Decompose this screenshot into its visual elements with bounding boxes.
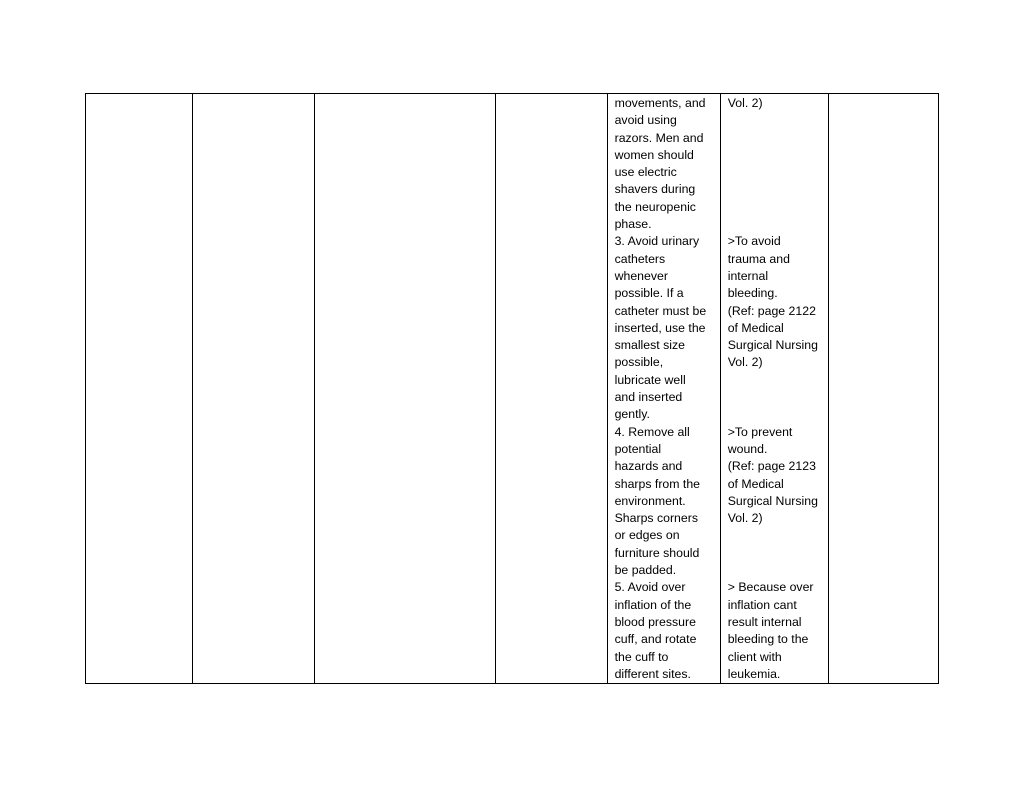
rationale-line bbox=[721, 164, 828, 181]
rationale-line: Vol. 2) bbox=[727, 511, 763, 526]
interventions-list bbox=[608, 94, 720, 683]
rationale-line bbox=[721, 130, 828, 147]
table-row bbox=[86, 94, 939, 684]
rationale-list bbox=[721, 94, 828, 683]
intervention-line: furniture should bbox=[614, 545, 700, 560]
rationale-line: result internal bbox=[727, 614, 802, 629]
rationale-line: Surgical Nursing bbox=[727, 493, 818, 508]
rationale-line: of Medical bbox=[727, 476, 784, 491]
intervention-line: women should bbox=[614, 147, 694, 162]
rationale-cell bbox=[720, 94, 828, 684]
intervention-line: inflation of the bbox=[614, 597, 692, 612]
rationale-line bbox=[721, 562, 828, 579]
rationale-line bbox=[721, 545, 828, 562]
intervention-line: lubricate well bbox=[614, 372, 686, 387]
intervention-line: use electric bbox=[614, 165, 677, 180]
intervention-line: catheter must be bbox=[614, 303, 707, 318]
intervention-line: razors. Men and bbox=[614, 130, 704, 145]
intervention-line: gently. bbox=[614, 407, 650, 422]
rationale-line: >To avoid bbox=[727, 234, 781, 249]
rationale-line: Vol. 2) bbox=[727, 355, 763, 370]
intervention-line: sharps from the bbox=[614, 476, 701, 491]
intervention-line: cuff, and rotate bbox=[614, 632, 697, 647]
assessment-cell bbox=[86, 94, 193, 684]
rationale-line bbox=[721, 147, 828, 164]
rationale-line: >To prevent bbox=[727, 424, 793, 439]
intervention-line: Sharps corners bbox=[614, 511, 698, 526]
intervention-line: 4. Remove all bbox=[614, 424, 690, 439]
rationale-line bbox=[721, 199, 828, 216]
intervention-line: blood pressure bbox=[614, 614, 696, 629]
rationale-line: > Because over bbox=[727, 580, 814, 595]
rationale-line: wound. bbox=[727, 441, 768, 456]
evaluation-cell bbox=[828, 94, 938, 684]
rationale-line bbox=[721, 112, 828, 129]
intervention-line: the cuff to bbox=[614, 649, 669, 664]
intervention-line: 5. Avoid over bbox=[614, 580, 686, 595]
rationale-line: bleeding. bbox=[727, 286, 778, 301]
intervention-line: inserted, use the bbox=[614, 320, 706, 335]
rationale-line bbox=[721, 406, 828, 423]
rationale-line bbox=[721, 527, 828, 544]
intervention-line: possible. If a bbox=[614, 286, 684, 301]
intervention-line: or edges on bbox=[614, 528, 680, 543]
intervention-line: and inserted bbox=[614, 390, 683, 405]
intervention-line: different sites. bbox=[614, 666, 691, 681]
rationale-line: of Medical bbox=[727, 320, 784, 335]
rationale-line: (Ref: page 2123 bbox=[727, 459, 816, 474]
intervention-line: potential bbox=[614, 441, 662, 456]
intervention-line: hazards and bbox=[614, 459, 683, 474]
rationale-line bbox=[721, 216, 828, 233]
intervention-line: environment. bbox=[614, 493, 686, 508]
intervention-line: movements, and bbox=[614, 96, 706, 110]
rationale-line: Vol. 2) bbox=[727, 96, 763, 110]
rationale-line: trauma and bbox=[727, 251, 790, 266]
rationale-line: inflation cant bbox=[727, 597, 797, 612]
rationale-line: bleeding to the bbox=[727, 632, 809, 647]
intervention-line: avoid using bbox=[614, 113, 677, 128]
interventions-cell bbox=[607, 94, 720, 684]
intervention-line: whenever bbox=[614, 268, 668, 283]
intervention-line: be padded. bbox=[614, 563, 677, 578]
intervention-line: 3. Avoid urinary bbox=[614, 234, 700, 249]
rationale-line: Surgical Nursing bbox=[727, 338, 818, 353]
rationale-line bbox=[721, 372, 828, 389]
scientific-explanation-cell bbox=[315, 94, 496, 684]
intervention-line: possible, bbox=[614, 355, 664, 370]
intervention-line: the neuropenic bbox=[614, 199, 696, 214]
intervention-line: smallest size bbox=[614, 338, 685, 353]
diagnosis-cell bbox=[193, 94, 315, 684]
rationale-line bbox=[721, 389, 828, 406]
nursing-care-plan-table bbox=[85, 93, 939, 684]
rationale-line: client with bbox=[727, 649, 782, 664]
intervention-line: catheters bbox=[614, 251, 666, 266]
rationale-line: (Ref: page 2122 bbox=[727, 303, 816, 318]
intervention-line: phase. bbox=[614, 217, 652, 232]
rationale-line: leukemia. bbox=[727, 666, 781, 681]
objectives-cell bbox=[496, 94, 607, 684]
rationale-line: internal bbox=[727, 268, 769, 283]
rationale-line bbox=[721, 181, 828, 198]
intervention-line: shavers during bbox=[614, 182, 696, 197]
